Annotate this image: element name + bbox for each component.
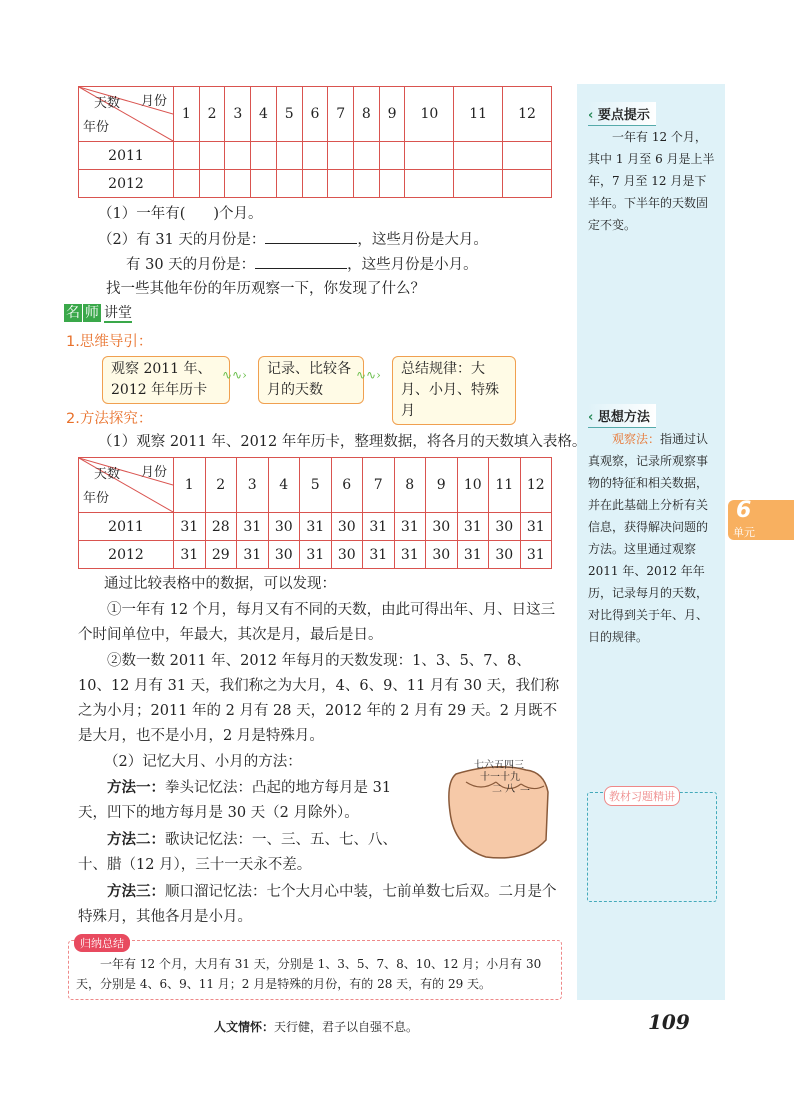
day-cell: 30 — [489, 513, 521, 541]
section-thinking-guide: 1.思维导引： — [66, 334, 153, 350]
table-row — [79, 541, 552, 569]
side-keypoints-title: ‹ 要点提示 — [588, 102, 656, 126]
month-cell: 11 — [489, 458, 521, 513]
day-cell: 31 — [394, 513, 426, 541]
day-cell: 31 — [237, 541, 269, 569]
answer-blank — [255, 254, 347, 269]
year-cell: 2012 — [79, 541, 174, 569]
chevron-left-icon: ‹ — [588, 108, 594, 123]
month-cell: 5 — [276, 87, 302, 142]
fist-label-top: 七六五四三 — [474, 760, 524, 771]
method-1: （1）观察 2011 年、2012 年年历卡，整理数据，将各月的天数填入表格。 — [98, 434, 587, 450]
wave-arrow-icon: ∿∿› — [222, 368, 247, 382]
month-cell: 10 — [405, 87, 454, 142]
findings-intro: 通过比较表格中的数据，可以发现： — [104, 576, 336, 592]
fist-label-mid: 十一十九 — [480, 772, 520, 783]
day-cell: 31 — [457, 541, 489, 569]
teacher-banner: 名 师 讲堂 — [66, 305, 132, 321]
month-cell: 6 — [331, 458, 363, 513]
header-year: 年份 — [83, 120, 110, 135]
days-table-empty — [78, 86, 552, 198]
month-cell: 1 — [174, 458, 206, 513]
finding-1: ①一年有 12 个月，每月又有不同的天数，由此可得出年、月、日这三个时间单位中，年最大，其次是月，最后是日。 — [78, 602, 556, 643]
flow-step-2: 记录、比较各月的天数 — [258, 356, 364, 404]
month-cell: 2 — [205, 458, 237, 513]
flow-step-1: 观察 2011 年、2012 年年历卡 — [102, 356, 230, 404]
way-1: 方法一：拳头记忆法：凸起的地方每月是 31 天，凹下的地方每月是 30 天（2 月除外）。 — [78, 780, 392, 821]
day-cell: 30 — [489, 541, 521, 569]
question-2a: （2）有 31 天的月份是： ，这些月份是大月。 — [98, 229, 488, 250]
month-cell: 2 — [199, 87, 225, 142]
answer-blank — [265, 229, 357, 244]
day-cell: 31 — [174, 541, 206, 569]
year-cell: 2012 — [79, 170, 174, 198]
day-cell: 30 — [426, 513, 458, 541]
day-cell: 29 — [205, 541, 237, 569]
day-cell: 31 — [300, 513, 332, 541]
day-cell: 30 — [268, 541, 300, 569]
chevron-left-icon: ‹ — [588, 410, 594, 425]
side-method-title: ‹ 思想方法 — [588, 404, 656, 428]
question-1: （1）一年有( )个月。 — [98, 206, 263, 222]
table-row — [79, 142, 552, 170]
day-cell: 31 — [457, 513, 489, 541]
day-cell: 31 — [394, 541, 426, 569]
way-3: 方法三：顺口溜记忆法：七个大月心中装，七前单数七后双。二月是个特殊月，其他各月是小月。 — [78, 884, 557, 925]
side-method-text: 观察法：指通过认真观察，记录所观察事物的特征和相关数据，并在此基础上分析有关信息，获得解决问题的方法。这里通过观察 2011 年、2012 年年历，记录每月的天数，对比得到关于年、月、日的规律。 — [588, 432, 709, 644]
side-exercise-box — [587, 792, 717, 902]
month-cell: 5 — [300, 458, 332, 513]
side-exercise-title: 教材习题精讲 — [604, 786, 680, 806]
month-cell: 6 — [302, 87, 328, 142]
footer-quote: 人文情怀：天行健，君子以自强不息。 — [214, 1020, 419, 1034]
month-cell: 7 — [363, 458, 395, 513]
year-cell: 2011 — [79, 142, 174, 170]
page-number: 109 — [648, 1010, 690, 1034]
month-cell: 9 — [379, 87, 405, 142]
wave-arrow-icon: ∿∿› — [356, 368, 381, 382]
header-days: 天数 — [94, 96, 121, 111]
unit-label: 单元 — [733, 526, 755, 539]
header-year: 年份 — [83, 491, 110, 506]
day-cell: 28 — [205, 513, 237, 541]
day-cell: 31 — [520, 541, 552, 569]
month-cell: 12 — [503, 87, 552, 142]
month-cell: 1 — [174, 87, 200, 142]
month-cell: 4 — [268, 458, 300, 513]
unit-number: 6 — [736, 498, 752, 523]
day-cell: 31 — [363, 513, 395, 541]
month-cell: 4 — [251, 87, 277, 142]
month-cell: 11 — [454, 87, 503, 142]
day-cell: 30 — [268, 513, 300, 541]
table-diagonal-header — [79, 87, 174, 142]
month-cell: 12 — [520, 458, 552, 513]
table-diagonal-header — [79, 458, 174, 513]
day-cell: 30 — [331, 541, 363, 569]
month-cell: 9 — [426, 458, 458, 513]
day-cell: 31 — [520, 513, 552, 541]
day-cell: 31 — [174, 513, 206, 541]
day-cell: 31 — [237, 513, 269, 541]
days-table-filled — [78, 457, 552, 569]
year-cell: 2011 — [79, 513, 174, 541]
fist-label-low: 二 八 — [492, 784, 516, 795]
section-method-explore: 2.方法探究： — [66, 411, 153, 427]
month-cell: 3 — [237, 458, 269, 513]
flow-step-3: 总结规律：大月、小月、特殊月 — [392, 356, 516, 425]
question-3: 找一些其他年份的年历观察一下，你发现了什么？ — [106, 281, 425, 297]
day-cell: 30 — [331, 513, 363, 541]
finding-2: ②数一数 2011 年、2012 年每月的天数发现：1、3、5、7、8、10、12 月有 31 天，我们称之为大月，4、6、9、11 月有 30 天，我们称之为小月；2011 年的 2 月有 28 天，2012 年的 2 月有 29 天。2 月既不是大月，也不是小月，2 月是特殊月。 — [78, 653, 560, 744]
summary-title: 归纳总结 — [74, 934, 130, 952]
day-cell: 31 — [300, 541, 332, 569]
header-month: 月份 — [140, 94, 167, 109]
side-keypoints-text: 一年有 12 个月，其中 1 月至 6 月是上半年，7 月至 12 月是下半年。下半年的天数固定不变。 — [588, 130, 715, 232]
table-row — [79, 513, 552, 541]
day-cell: 30 — [426, 541, 458, 569]
header-days: 天数 — [94, 467, 121, 482]
summary-text: 一年有 12 个月，大月有 31 天，分别是 1、3、5、7、8、10、12 月；小月有 30 天，分别是 4、6、9、11 月；2 月是特殊的月份，有的 28 天，有的 29 天。 — [76, 957, 542, 991]
header-month: 月份 — [140, 465, 167, 480]
month-cell: 7 — [328, 87, 354, 142]
way-2: 方法二：歌诀记忆法：一、三、五、七、八、十、腊（12 月），三十一天永不差。 — [78, 832, 397, 873]
month-cell: 8 — [394, 458, 426, 513]
month-cell: 8 — [354, 87, 380, 142]
day-cell: 31 — [363, 541, 395, 569]
month-cell: 10 — [457, 458, 489, 513]
table-row — [79, 170, 552, 198]
fist-label-one: 一 — [520, 786, 530, 797]
method-2: （2）记忆大月、小月的方法： — [104, 754, 302, 770]
question-2b: 有 30 天的月份是： ，这些月份是小月。 — [126, 254, 478, 275]
month-cell: 3 — [225, 87, 251, 142]
